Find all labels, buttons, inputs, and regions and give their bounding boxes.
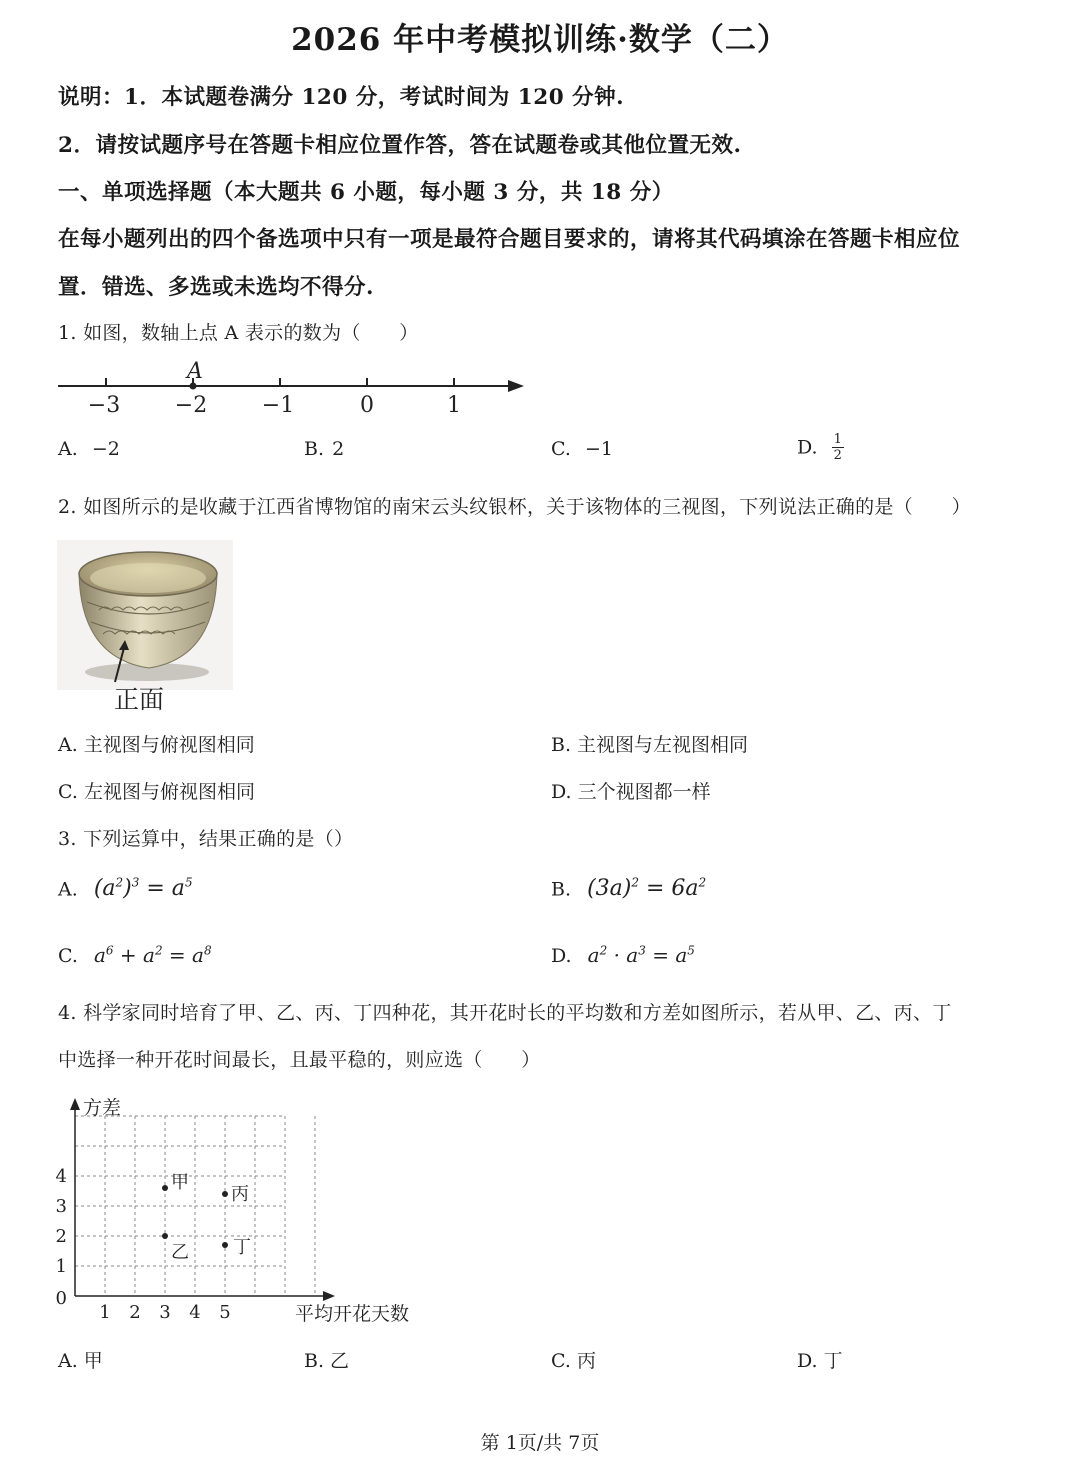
data-point	[162, 1233, 168, 1239]
q2-option-c[interactable]: C. 左视图与俯视图相同	[58, 781, 255, 803]
q1-option-a-text: −2	[91, 438, 120, 460]
q3-option-c-expression: $a^6 + a^2 = a^8$	[93, 943, 212, 967]
question-1-stem: 1. 如图，数轴上点 A 表示的数为（ ）	[58, 322, 419, 344]
q3-option-d[interactable]	[551, 943, 695, 967]
q1-option-a[interactable]	[58, 438, 120, 460]
silver-cup-illustration	[57, 540, 233, 690]
section-description-line-2: 置．错选、多选或未选均不得分.	[58, 275, 374, 300]
number-line-arrow	[508, 380, 524, 392]
q1-option-a-label: A.	[58, 438, 78, 460]
q3-option-a-expression: $(a^2)^3 = a^5$	[93, 876, 193, 902]
q1-option-c[interactable]	[551, 438, 613, 460]
q3-option-d-expression: $a^2 \cdot a^3 = a^5$	[587, 943, 695, 967]
q2-option-a[interactable]: A. 主视图与俯视图相同	[58, 734, 255, 756]
y-tick-label: 1	[55, 1256, 67, 1277]
page-number: 第 1页/共 7页	[480, 1432, 600, 1454]
q1-option-c-text: −1	[584, 438, 613, 460]
tick-label-neg1: −1	[261, 393, 295, 418]
data-point-label: 甲	[171, 1172, 189, 1193]
instruction-note-2: 2．请按试题序号在答题卡相应位置作答，答在试题卷或其他位置无效.	[58, 133, 742, 158]
q3-option-d-label: D.	[551, 945, 572, 967]
fraction-numerator: 1	[833, 432, 842, 447]
q3-option-b-label: B.	[551, 878, 572, 901]
point-a-label: A	[187, 359, 203, 384]
x-tick-label: 2	[129, 1302, 141, 1323]
q3-option-a-label: A.	[58, 878, 78, 901]
q1-option-d[interactable]	[797, 432, 844, 463]
q4-option-a[interactable]: A. 甲	[58, 1350, 103, 1372]
y-tick-label: 0	[55, 1288, 67, 1309]
x-tick-label: 1	[99, 1302, 111, 1323]
tick-label-1: 1	[447, 393, 461, 418]
q3-option-c-label: C.	[58, 945, 78, 967]
q1-option-b[interactable]	[304, 438, 344, 460]
q3-option-b-expression: $(3a)^2 = 6a^2$	[587, 876, 707, 902]
x-tick-label: 5	[219, 1302, 231, 1323]
q4-option-c[interactable]: C. 丙	[551, 1350, 596, 1372]
q1-option-c-label: C.	[551, 438, 571, 460]
tick-label-neg2: −2	[174, 393, 208, 418]
page-title: 2026 年中考模拟训练·数学（二）	[291, 22, 789, 58]
section-heading: 一、单项选择题（本大题共 6 小题，每小题 3 分，共 18 分）	[58, 180, 674, 205]
question-3-stem: 3. 下列运算中，结果正确的是（）	[58, 828, 354, 850]
mean-variance-scatter-chart	[50, 1088, 410, 1328]
q1-option-b-label: B.	[304, 438, 325, 460]
y-tick-label: 2	[55, 1226, 67, 1247]
q3-option-c[interactable]	[58, 943, 212, 967]
number-line-figure	[50, 352, 540, 424]
tick-label-0: 0	[360, 393, 374, 418]
x-axis-label: 平均开花天数	[295, 1303, 410, 1325]
q2-option-d[interactable]: D. 三个视图都一样	[551, 781, 711, 803]
data-point-label: 丙	[231, 1184, 249, 1205]
data-point	[162, 1185, 168, 1191]
q1-option-d-label: D.	[797, 436, 818, 459]
y-axis-arrow	[70, 1098, 80, 1110]
section-description-line-1: 在每小题列出的四个备选项中只有一项是最符合题目要求的，请将其代码填涂在答题卡相应位	[58, 227, 961, 252]
data-point	[222, 1242, 228, 1248]
x-tick-label: 4	[189, 1302, 201, 1323]
y-tick-label: 4	[55, 1166, 67, 1187]
q3-option-b[interactable]	[551, 876, 706, 901]
q4-option-d[interactable]: D. 丁	[797, 1350, 843, 1372]
x-tick-label: 3	[159, 1302, 171, 1323]
instruction-note-1: 说明：1．本试题卷满分 120 分，考试时间为 120 分钟.	[58, 85, 625, 110]
q2-option-b[interactable]: B. 主视图与左视图相同	[551, 734, 749, 756]
data-point-label: 乙	[171, 1242, 189, 1263]
data-point-label: 丁	[233, 1237, 251, 1258]
tick-label-neg3: −3	[87, 393, 121, 418]
silver-cup-photo	[57, 540, 233, 690]
y-axis-label: 方差	[83, 1097, 122, 1119]
q4-option-b[interactable]: B. 乙	[304, 1350, 350, 1372]
front-view-label: 正面	[114, 685, 165, 714]
fraction-denominator: 2	[833, 448, 842, 463]
question-4-stem-line-2: 中选择一种开花时间最长，且最平稳的，则应选（ ）	[58, 1049, 541, 1071]
q1-option-b-text: 2	[332, 438, 345, 460]
y-tick-label: 3	[55, 1196, 67, 1217]
x-axis-arrow	[323, 1291, 335, 1301]
q1-option-d-fraction	[832, 432, 844, 463]
data-point	[222, 1191, 228, 1197]
question-2-stem: 2. 如图所示的是收藏于江西省博物馆的南宋云头纹银杯，关于该物体的三视图，下列说法正确的是（ ）	[58, 496, 971, 518]
q3-option-a[interactable]	[58, 876, 193, 901]
question-4-stem-line-1: 4. 科学家同时培育了甲、乙、丙、丁四种花，其开花时长的平均数和方差如图所示，若从甲、乙、丙、丁	[58, 1002, 952, 1024]
